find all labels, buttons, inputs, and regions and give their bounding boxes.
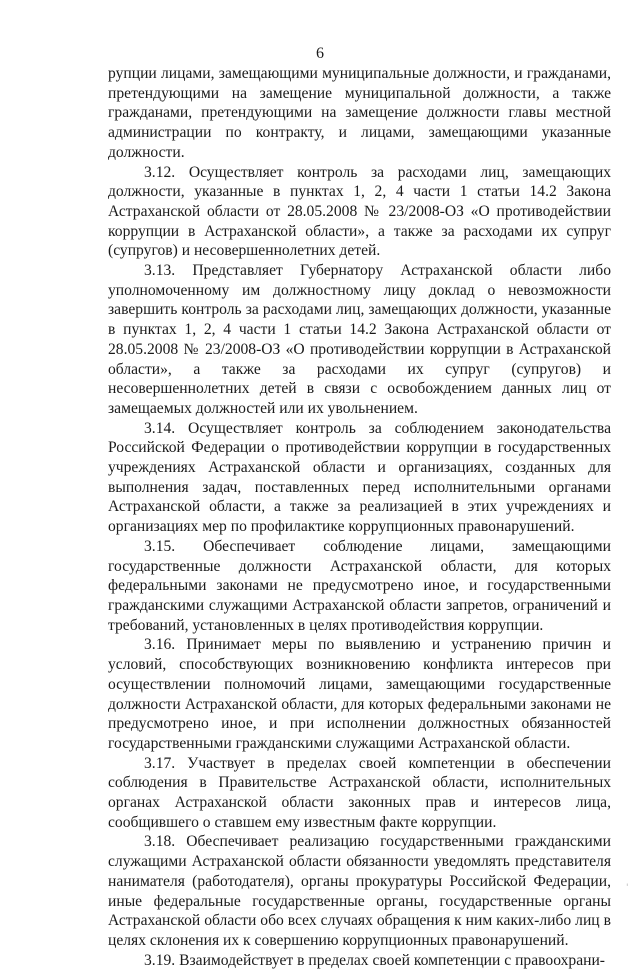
body-text — [108, 64, 611, 970]
scan-artifact-mark: ' — [626, 883, 629, 893]
paragraph-3-13: 3.13. Представляет Губернатору Астраханской области либо уполномоченному им должностному лицу доклад о невозможности завершить контроль за расходами лиц, замещающих должности, указанные в пунктах 1, 2, 4 части 1 статьи 14.2 Закона Астраханской области от 28.05.2008 № 23/2008-ОЗ «О противодействии коррупции в Астраханской области», а также за расходами их супруг (супругов) и несовершеннолетних детей в связи с освобождением данных лиц от замещаемых должностей или их увольнением. — [108, 262, 611, 417]
paragraph-3-18: 3.18. Обеспечивает реализацию государственными гражданскими служащими Астраханской области обязанности уведомлять представителя нанимателя (работодателя), органы прокуратуры Российской Федерации, иные федеральные государственные органы, государственные органы Астраханской области обо всех случаях обращения к ним каких-либо лиц в целях склонения их к совершению коррупционных правонарушений. — [108, 833, 611, 949]
paragraph-3-16: 3.16. Принимает меры по выявлению и устранению причин и условий, способствующих возникновению конфликта интересов при осуществлении полномочий лицами, замещающими государственные должности Астраханской области, для которых федеральными законами не предусмотрено иное, и при исполнении должностных обязанностей государственными гражданскими служащими Астраханской области. — [108, 636, 611, 752]
paragraph-3-12: 3.12. Осуществляет контроль за расходами лиц, замещающих должности, указанные в пунктах 1, 2, 4 части 1 статьи 14.2 Закона Астраханской области от 28.05.2008 № 23/2008-ОЗ «О противодействии коррупции в Астраханской области», а также за расходами их супруг (супругов) и несовершеннолетних детей. — [108, 163, 611, 260]
paragraph-3-14: 3.14. Осуществляет контроль за соблюдением законодательства Российской Федерации о противодействии коррупции в государственных учреждениях Астраханской области и организациях, созданных для выполнения задач, поставленных перед исполнительными органами Астраханской области, а также за реализацией в этих учреждениях и организациях мер по профилактике коррупционных правонарушений. — [108, 419, 611, 536]
paragraph-3-15: 3.15. Обеспечивает соблюдение лицами, замещающими государственные должности Астраханской области, для которых федеральными законами не предусмотрено иное, и государственными гражданскими служащими Астраханской области запретов, ограничений и требований, установленных в целях противодействия коррупции. — [108, 537, 611, 634]
page-number: 6 — [316, 45, 324, 62]
paragraph-continuation: рупции лицами, замещающими муниципальные должности, и гражданами, претендующими на замещение муниципальной должности, а также гражданами, претендующими на замещение должности главы местной администрации по контракту, и лицами, замещающими указанные должности. — [108, 65, 611, 161]
paragraph-3-19: 3.19. Взаимодействует в пределах своей компетенции с правоохрани- — [144, 951, 605, 969]
paragraph-3-17: 3.17. Участвует в пределах своей компетенции в обеспечении соблюдения в Правительстве Астраханской области, исполнительных органах Астраханской области законных прав и интересов лица, сообщившего о ставшем ему известным факте коррупции. — [108, 754, 611, 831]
